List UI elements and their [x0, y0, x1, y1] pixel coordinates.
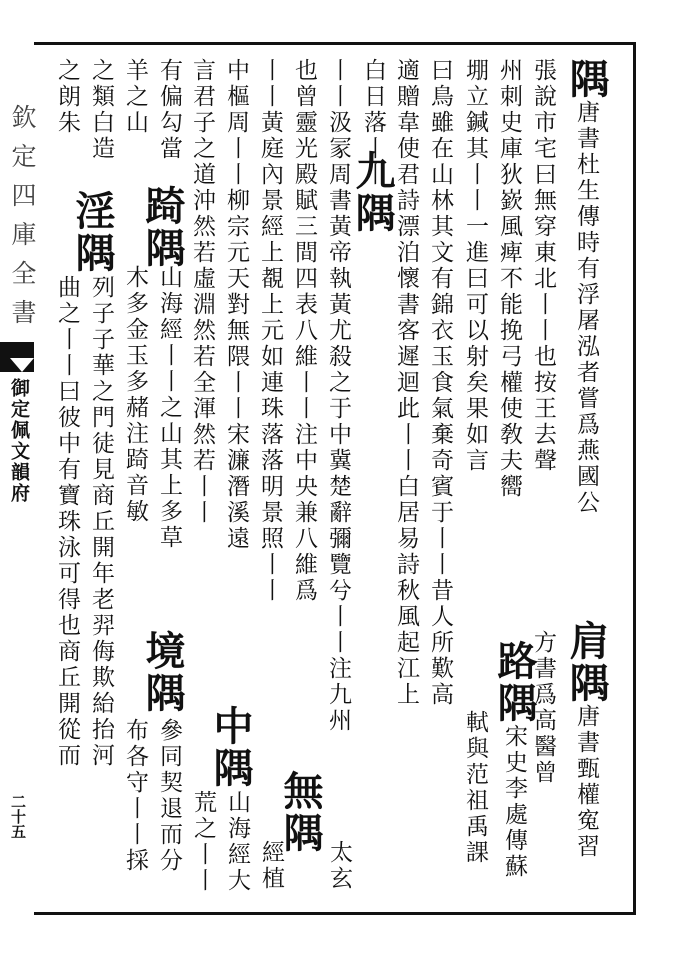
page-number: 二十五 [9, 794, 27, 839]
text-column [156, 718, 183, 874]
text-column [563, 620, 610, 860]
entry-text: 張說市宅曰無穿東北丨丨也按王去聲 [530, 58, 556, 474]
text-column [462, 58, 489, 474]
text-column [277, 770, 324, 854]
edge-top-fragment: 欽定四庫全書 [8, 104, 37, 338]
text-column [394, 58, 418, 708]
text-column [190, 58, 214, 526]
entry-text: 羊之山 [122, 58, 148, 136]
text-column [496, 58, 523, 500]
fish-tail-mark-icon [0, 342, 34, 372]
entry-head-qiyu: 踦隅 [139, 185, 186, 269]
text-column [122, 718, 149, 874]
book-title: 御定佩文韻府 [8, 378, 30, 504]
entry-head-jianyu: 肩隅 [563, 620, 610, 704]
entry-text: 之類白造 [88, 58, 114, 162]
text-column [88, 275, 115, 769]
entry-text: 布各守丨丨採 [122, 718, 148, 874]
text-column [156, 58, 183, 162]
entry-head-yinyu: 淫隅 [69, 190, 116, 274]
entry-text: 州刺史庫狄嶔風痺不能挽弓權使敎夫嚮 [496, 58, 522, 500]
text-column [292, 58, 316, 604]
text-column [258, 58, 282, 604]
entry-head-zhongyu: 中隅 [207, 705, 254, 789]
entry-head-wuyu: 無隅 [277, 770, 324, 854]
text-column [428, 58, 452, 708]
entry-text: 山海經丨丨之山其上多草 [156, 265, 182, 551]
entry-text: 唐書杜生傳時有浮屠泓者嘗爲燕國公 [573, 100, 599, 516]
entry-text: 荒之丨丨 [190, 790, 216, 894]
entry-text: 木多金玉多赭注踦音敏 [122, 265, 148, 525]
text-column [88, 58, 115, 162]
text-column [462, 710, 489, 866]
entry-text: 丨丨黃庭內景經上覩上元如連珠落落明景照丨丨 [257, 58, 283, 604]
entry-text: 言君子之道沖然若虛淵然若全渾然若丨丨 [189, 58, 215, 526]
entry-text: 太玄 [326, 840, 352, 892]
text-column [156, 265, 183, 551]
entry-text: 有偏勾當 [156, 58, 182, 162]
text-column [139, 630, 186, 714]
book-edge-strip [0, 42, 37, 915]
entry-text: 經植 [258, 840, 284, 892]
text-column [122, 58, 149, 136]
entry-text: 適贈韋使君詩漂泊懷書客遲迴此丨丨白居易詩秋風起江上 [393, 58, 419, 708]
entry-text: 軾與范祖禹課 [462, 710, 488, 866]
text-column [54, 275, 81, 769]
entry-text: 山海經大 [224, 790, 250, 894]
text-column [326, 840, 353, 892]
text-column [122, 265, 149, 525]
text-column [349, 150, 396, 234]
entry-text: 也曾靈光殿賦三間四表八維丨丨注中央兼八維爲 [291, 58, 317, 604]
entry-text: 白日落丨丨 [360, 58, 386, 188]
text-column [190, 790, 217, 894]
text-column [326, 58, 350, 734]
text-column [207, 705, 254, 789]
text-column [69, 190, 116, 274]
entry-text: 參同契退而分 [156, 718, 182, 874]
text-column [491, 640, 538, 880]
entry-text: 之朗朱 [54, 58, 80, 136]
entry-head-jiuyu: 九隅 [349, 150, 396, 234]
entry-text: 丨丨汲冡周書黃帝執黃尤殺之于中冀楚辭彌覽兮丨丨注九州 [325, 58, 351, 734]
entry-head-luyu: 路隅 [491, 640, 538, 724]
entry-text: 曰鳥雖在山林其文有錦衣玉食氣棄奇賓于丨丨昔人所歎高 [427, 58, 453, 708]
text-column [224, 790, 251, 894]
entry-text: 唐書甄權寃習 [573, 704, 599, 860]
entry-text: 曲之丨丨曰彼中有寶珠泳可得也商丘開從而 [54, 275, 80, 769]
entry-text: 宋史李處傳蘇 [501, 724, 527, 880]
text-column [139, 185, 186, 269]
text-column [224, 58, 248, 552]
entry-text: 列子子華之門徒見商丘開年老羿侮欺紿抬河 [88, 275, 114, 769]
text-column [54, 58, 81, 136]
entry-text: 方書爲高醫曾 [530, 630, 556, 786]
entry-head-jingyu: 境隅 [139, 630, 186, 714]
text-column [530, 58, 557, 474]
text-column [563, 58, 610, 516]
entry-text: 堋立鍼其丨丨一進曰可以射矣果如言 [462, 58, 488, 474]
entry-text: 中樞周丨丨柳宗元天對無隈丨丨宋濂潛溪遠 [223, 58, 249, 552]
text-column [258, 840, 285, 892]
entry-head-yu: 隅 [563, 58, 610, 100]
